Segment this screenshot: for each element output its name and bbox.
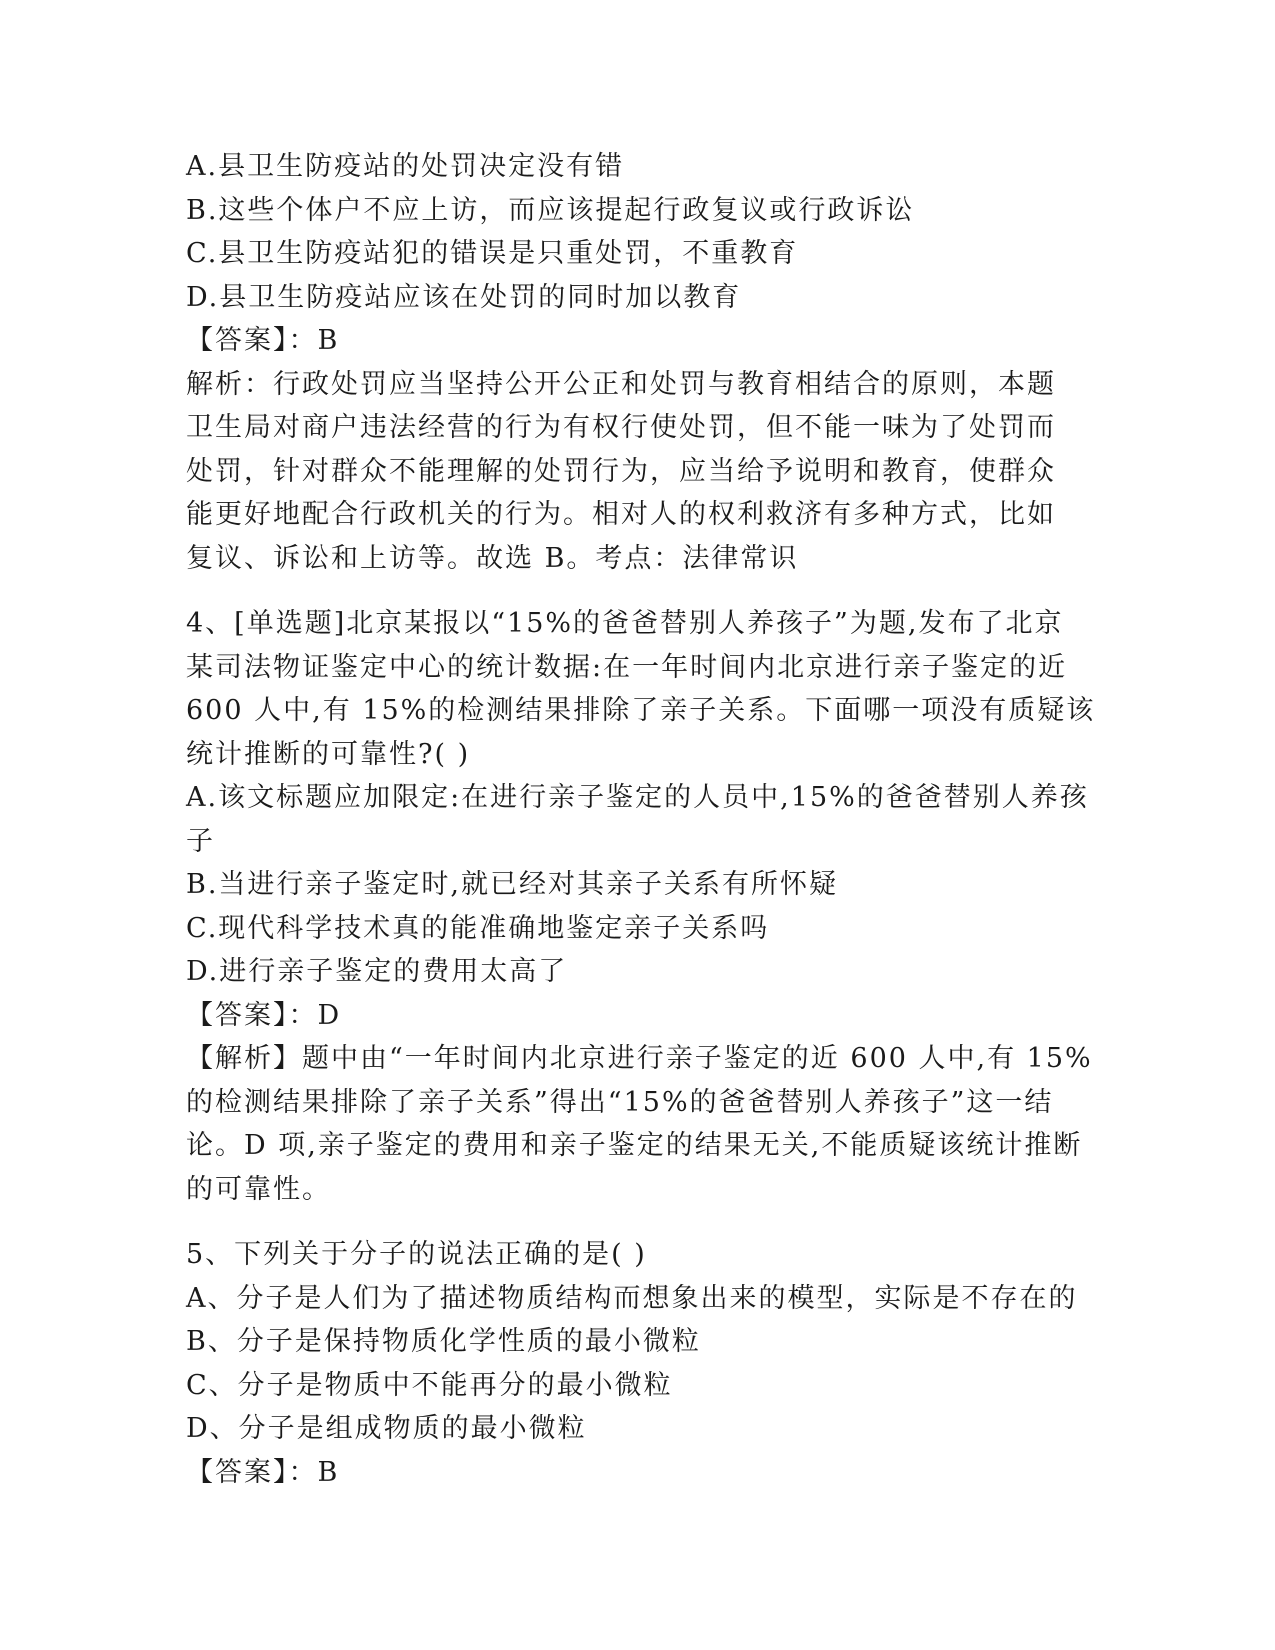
q3-analysis-line-5: 复议、诉讼和上访等。故选 B。考点：法律常识 (186, 542, 799, 574)
question-5-section (186, 1233, 1086, 1494)
q4-analysis-line-4: 的可靠性。 (186, 1173, 331, 1205)
q3-option-b: B.这些个体户不应上访，而应该提起行政复议或行政诉讼 (186, 194, 915, 226)
q4-option-b: B.当进行亲子鉴定时,就已经对其亲子关系有所怀疑 (186, 869, 839, 900)
q4-option-a-cont: 子 (186, 825, 215, 857)
q4-analysis-line-1: 【解析】题中由“一年时间内北京进行亲子鉴定的近 600 人中,有 15% (186, 1043, 1093, 1074)
q4-stem-line-4: 统计推断的可靠性?( ) (186, 738, 471, 770)
q3-analysis-line-1: 解析：行政处罚应当坚持公开公正和处罚与教育相结合的原则，本题 (186, 368, 1056, 400)
q4-analysis-line-2: 的检测结果排除了亲子关系”得出“15%的爸爸替别人养孩子”这一结 (186, 1086, 1054, 1118)
question-3-section (186, 145, 1086, 580)
q3-option-a: A.县卫生防疫站的处罚决定没有错 (186, 151, 625, 182)
section-spacer (186, 580, 1086, 602)
q3-answer: 【答案】：B (186, 325, 340, 356)
q3-analysis-line-3: 处罚，针对群众不能理解的处罚行为，应当给予说明和教育，使群众 (186, 455, 1056, 487)
document-content (186, 145, 1096, 1494)
section-spacer (186, 1211, 1086, 1233)
question-4-section (186, 602, 1096, 1211)
q5-option-a: A、分子是人们为了描述物质结构而想象出来的模型，实际是不存在的 (186, 1282, 1078, 1314)
q3-option-c: C.县卫生防疫站犯的错误是只重处罚，不重教育 (186, 238, 799, 269)
q3-analysis-line-2: 卫生局对商户违法经营的行为有权行使处罚，但不能一味为了处罚而 (186, 412, 1056, 443)
q4-stem-line-3: 600 人中,有 15%的检测结果排除了亲子关系。下面哪一项没有质疑该 (186, 695, 1096, 726)
q5-option-c: C、分子是物质中不能再分的最小微粒 (186, 1369, 673, 1401)
q5-option-b: B、分子是保持物质化学性质的最小微粒 (186, 1326, 701, 1357)
q5-answer: 【答案】：B (186, 1456, 340, 1488)
q3-option-d: D.县卫生防疫站应该在处罚的同时加以教育 (186, 281, 742, 313)
q5-stem: 5、下列关于分子的说法正确的是( ) (186, 1239, 647, 1270)
q3-analysis-line-4: 能更好地配合行政机关的行为。相对人的权利救济有多种方式，比如 (186, 499, 1056, 530)
q4-option-a: A.该文标题应加限定:在进行亲子鉴定的人员中,15%的爸爸替别人养孩 (186, 782, 1089, 813)
q4-stem-line-1: 4、[单选题]北京某报以“15%的爸爸替别人养孩子”为题,发布了北京 (186, 608, 1064, 639)
q4-option-d: D.进行亲子鉴定的费用太高了 (186, 956, 568, 987)
q4-analysis-line-3: 论。D 项,亲子鉴定的费用和亲子鉴定的结果无关,不能质疑该统计推断 (186, 1130, 1083, 1161)
q5-option-d: D、分子是组成物质的最小微粒 (186, 1413, 587, 1444)
q4-stem-line-2: 某司法物证鉴定中心的统计数据:在一年时间内北京进行亲子鉴定的近 (186, 651, 1068, 683)
q4-option-c: C.现代科学技术真的能准确地鉴定亲子关系吗 (186, 912, 770, 944)
q4-answer: 【答案】：D (186, 999, 342, 1031)
